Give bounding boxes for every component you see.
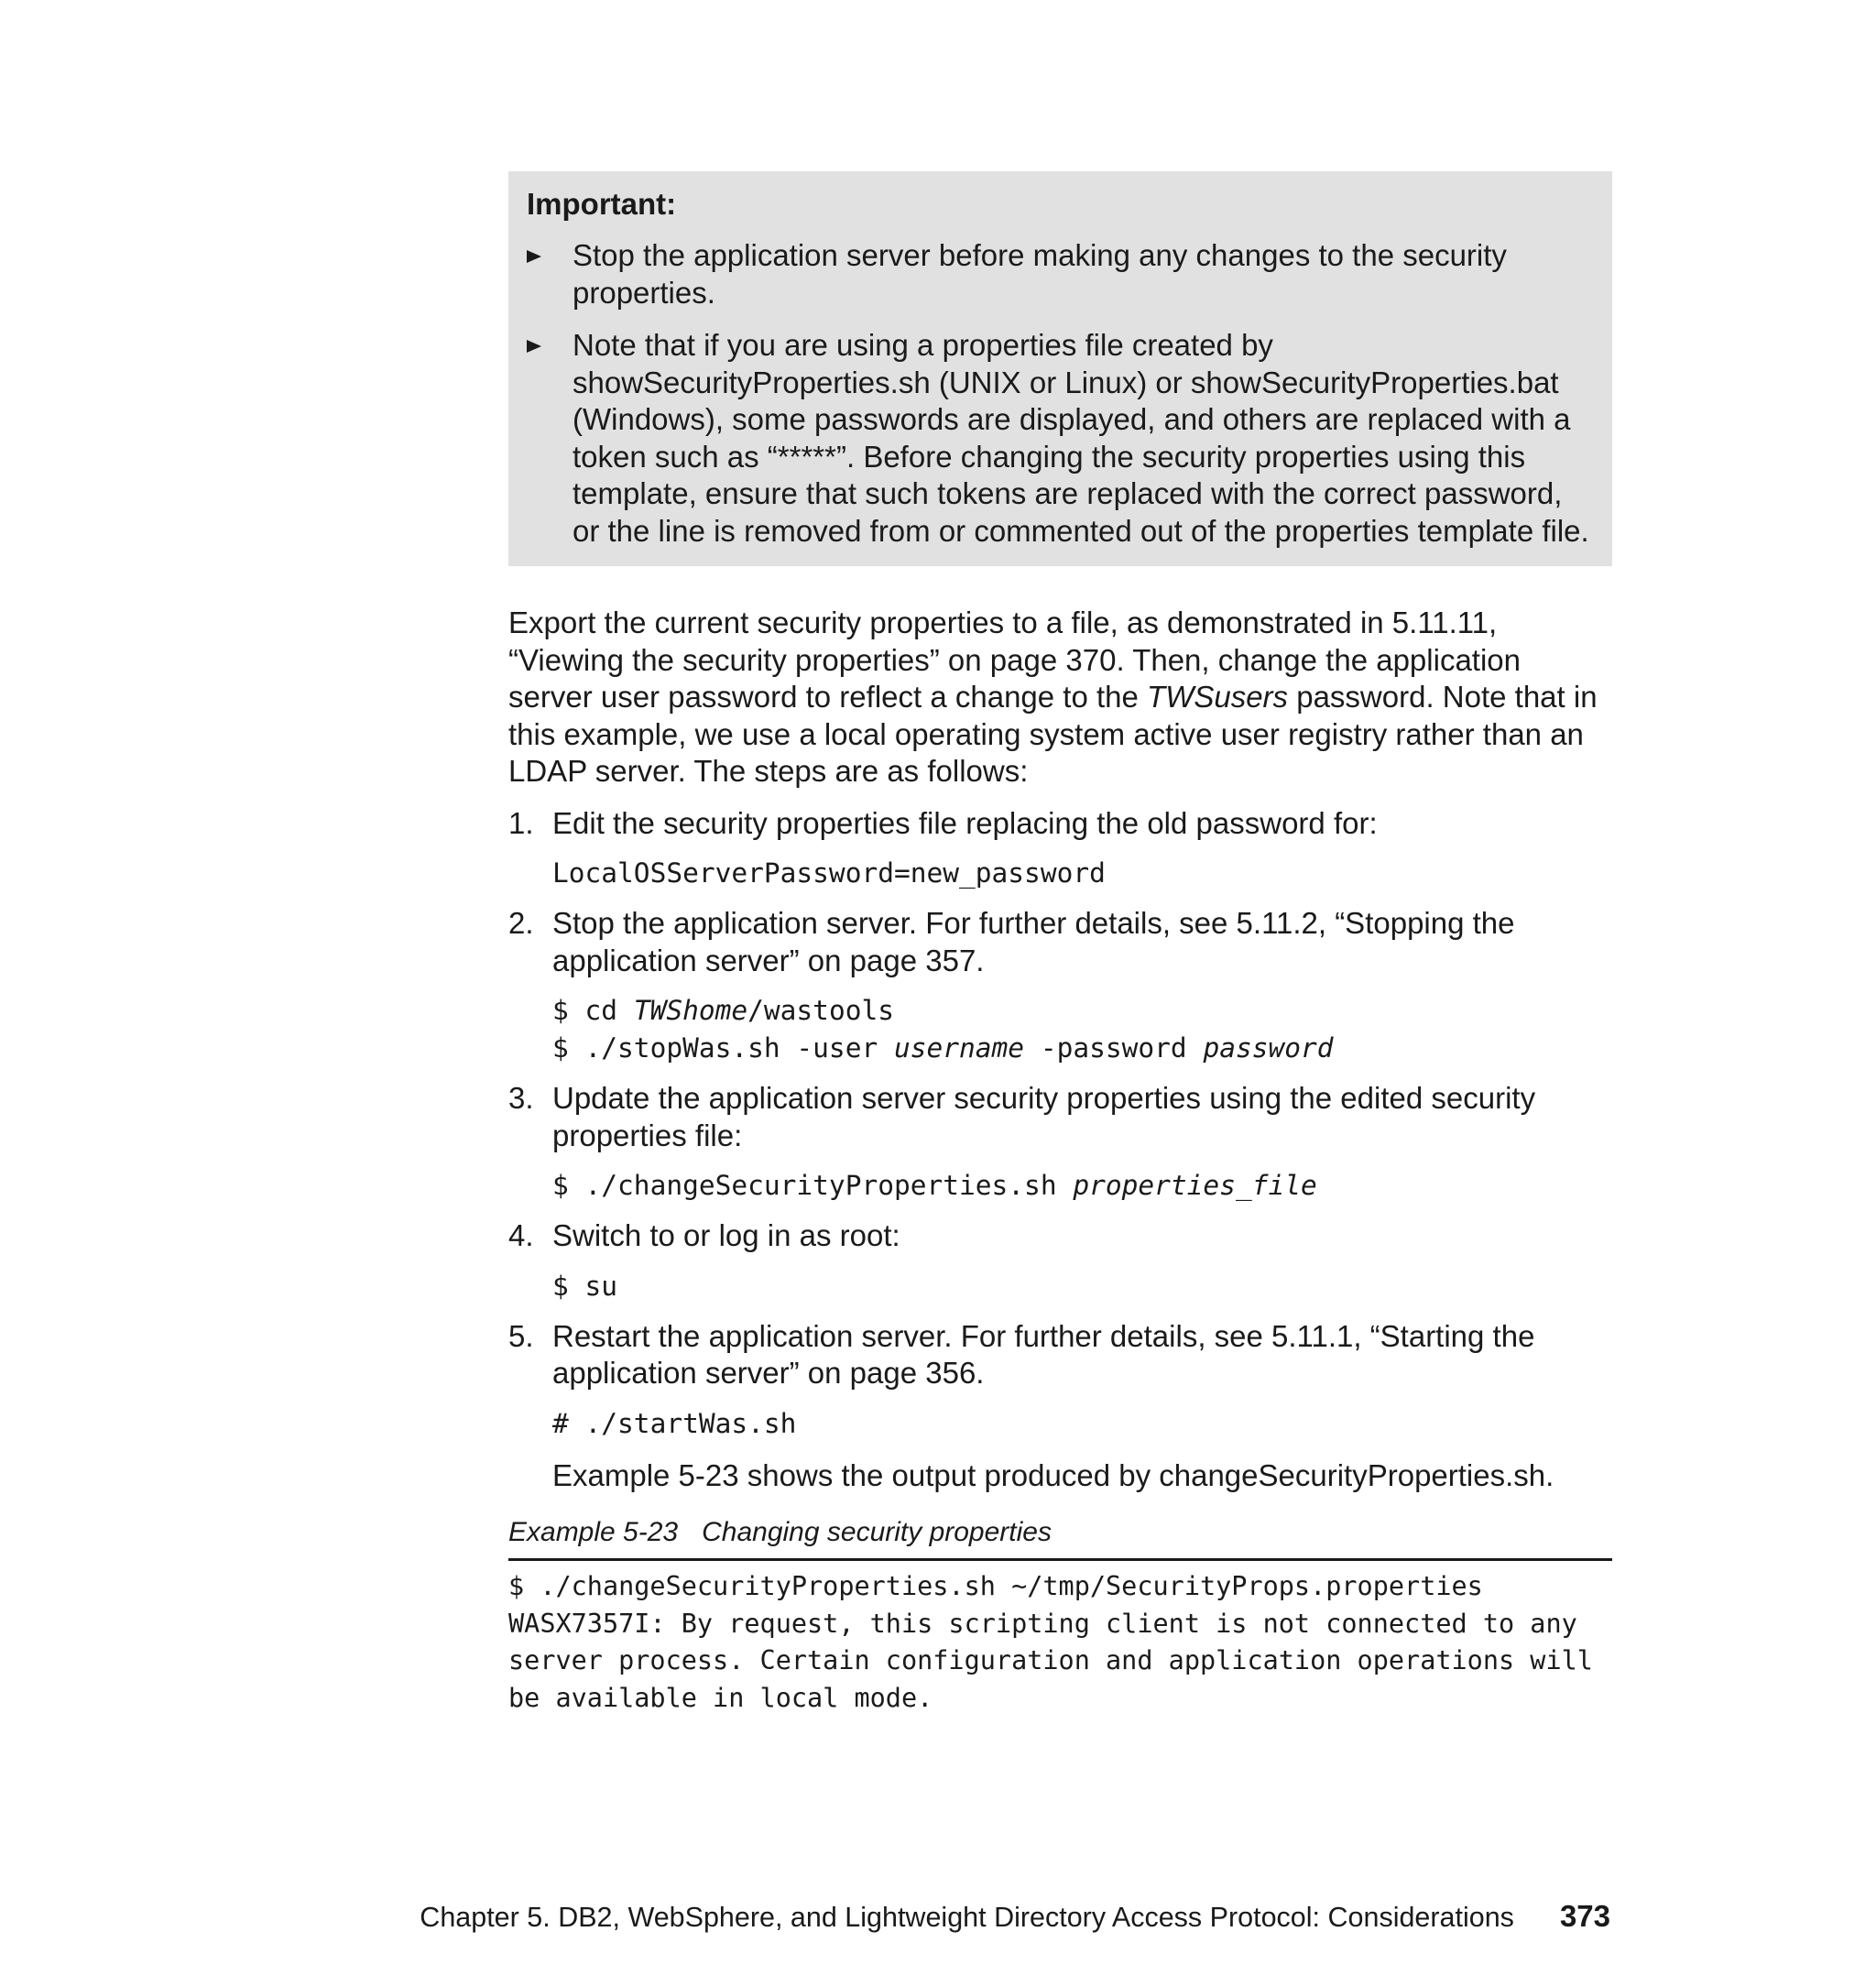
step-code: # ./startWas.sh bbox=[552, 1407, 797, 1439]
note-bullet-text: Stop the application server before making any changes to the security properties. bbox=[573, 238, 1507, 310]
example-code-line: be available in local mode. bbox=[508, 1682, 933, 1713]
step-5 bbox=[508, 1318, 1612, 1495]
step-code bbox=[552, 1167, 1612, 1205]
step-2 bbox=[508, 905, 1612, 1067]
example-code-line: server process. Certain configuration and application operations will bbox=[508, 1645, 1593, 1675]
note-bullet bbox=[527, 237, 1594, 311]
code-placeholder: properties_file bbox=[1073, 1170, 1317, 1201]
bullet-triangle-icon bbox=[527, 250, 541, 263]
intro-emphasis: TWSusers bbox=[1147, 680, 1289, 714]
important-note-box bbox=[508, 171, 1612, 566]
step-1 bbox=[508, 805, 1612, 893]
step-text: Restart the application server. For further details, see 5.11.1, “Starting the application server” on page 356. bbox=[552, 1318, 1535, 1390]
code-text: $ ./stopWas.sh -user bbox=[552, 1032, 894, 1064]
step-followup-text: Example 5-23 shows the output produced by changeSecurityProperties.sh. bbox=[552, 1457, 1554, 1492]
step-number: 5. bbox=[508, 1318, 534, 1353]
code-text: $ cd bbox=[552, 995, 634, 1026]
intro-text-1: Export the current security properties to a file, as demonstrated in 5.11.11, “Viewing the security properties” on page 370. Then, change the application server user password to reflect a change to the bbox=[508, 606, 1522, 714]
step-number: 3. bbox=[508, 1081, 534, 1115]
step-code: LocalOSServerPassword=new_password bbox=[552, 857, 1106, 889]
step-4 bbox=[508, 1217, 1612, 1305]
steps-list bbox=[508, 805, 1612, 1495]
example-code-block bbox=[508, 1568, 1612, 1717]
example-label: Example 5-23 bbox=[508, 1517, 679, 1547]
code-text: $ ./changeSecurityProperties.sh bbox=[552, 1170, 1074, 1201]
step-text: Switch to or log in as root: bbox=[552, 1218, 900, 1252]
step-code: $ su bbox=[552, 1270, 618, 1302]
code-text: -password bbox=[1024, 1032, 1204, 1064]
footer-chapter: Chapter 5. DB2, WebSphere, and Lightweight Directory Access Protocol: Considerations bbox=[420, 1902, 1514, 1933]
code-placeholder: username bbox=[893, 1032, 1025, 1064]
intro-text-2: password. Note that in this example, we use a local operating system active user registry rather than an LDAP server. The steps are as follows: bbox=[508, 680, 1598, 788]
step-number: 4. bbox=[508, 1218, 534, 1252]
page-footer bbox=[420, 1898, 1610, 1936]
note-title: Important: bbox=[527, 187, 677, 221]
example-code-line: $ ./changeSecurityProperties.sh ~/tmp/SecurityProps.properties bbox=[508, 1571, 1483, 1601]
step-number: 2. bbox=[508, 906, 534, 940]
step-text: Update the application server security properties using the edited security properties file: bbox=[552, 1081, 1536, 1152]
note-bullet-text: Note that if you are using a properties file created by showSecurityProperties.sh (UNIX or Linux) or showSecurityProperties.bat (Windows), some passwords are displayed, and others are replaced with a token such as “*****”. Before changing the security properties using this template, ensure that such tokens are replaced with the correct password, or the line is removed from or commented out of the properties template file. bbox=[573, 328, 1589, 548]
example-code-line: WASX7357I: By request, this scripting client is not connected to any bbox=[508, 1608, 1577, 1639]
intro-paragraph bbox=[508, 605, 1612, 791]
step-text: Stop the application server. For further details, see 5.11.2, “Stopping the application server” on page 357. bbox=[552, 906, 1515, 977]
page-content bbox=[508, 171, 1612, 1717]
example-divider bbox=[508, 1558, 1612, 1561]
code-placeholder: password bbox=[1203, 1032, 1334, 1064]
code-text: /wastools bbox=[747, 995, 894, 1026]
step-3 bbox=[508, 1080, 1612, 1205]
example-caption bbox=[508, 1514, 1612, 1551]
code-placeholder: TWShome bbox=[633, 995, 748, 1026]
example-title: Changing security properties bbox=[702, 1517, 1052, 1547]
page-number: 373 bbox=[1559, 1899, 1610, 1933]
step-code bbox=[552, 992, 1612, 1067]
step-number: 1. bbox=[508, 805, 534, 840]
step-text: Edit the security properties file replacing the old password for: bbox=[552, 805, 1378, 840]
bullet-triangle-icon bbox=[527, 340, 541, 353]
note-bullet bbox=[527, 327, 1594, 550]
